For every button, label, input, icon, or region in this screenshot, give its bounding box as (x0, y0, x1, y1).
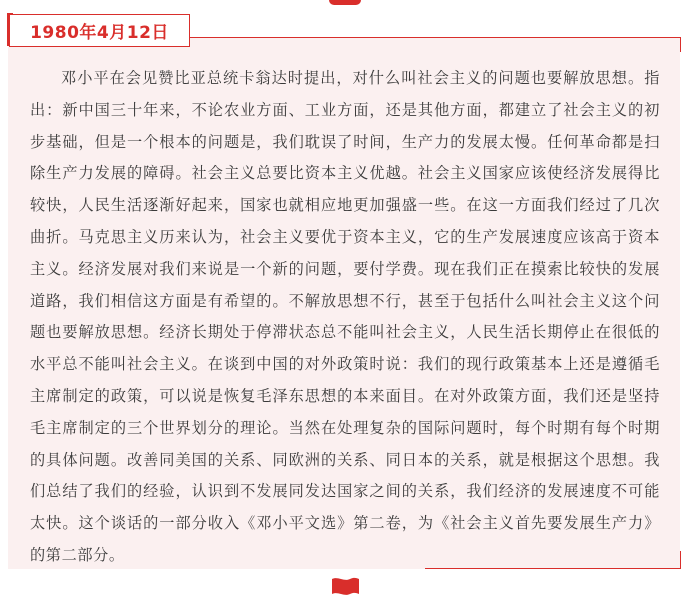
card-bottom-right-border (680, 551, 681, 569)
article-body: 邓小平在会见赞比亚总统卡翁达时提出，对什么叫社会主义的问题也要解放思想。指出：新中国三十年来，不论农业方面、工业方面，还是其他方面，都建立了社会主义的初步基础，但是一个根本的问题是，我们耽误了时间，生产力的发展太慢。任何革命都是扫除生产力发展的障碍。社会主义总要比资本主义优越。社会主义国家应该使经济发展得比较快，人民生活逐渐好起来，国家也就相应地更加强盛一些。在这一方面我们经过了几次曲折。马克思主义历来认为，社会主义要优于资本主义，它的生产发展速度应该高于资本主义。经济发展对我们来说是一个新的问题，要付学费。现在我们正在摸索比较快的发展道路，我们相信这方面是有希望的。不解放思想不行，甚至于包括什么叫社会主义这个问题也要解放思想。经济长期处于停滞状态总不能叫社会主义，人民生活长期停止在很低的水平总不能叫社会主义。在谈到中国的对外政策时说：我们的现行政策基本上还是遵循毛主席制定的政策，可以说是恢复毛泽东思想的本来面目。在对外政策方面，我们还是坚持毛主席制定的三个世界划分的理论。当然在处理复杂的国际问题时，每个时期有每个时期的具体问题。改善同美国的关系、同欧洲的关系、同日本的关系，就是根据这个思想。我们总结了我们的经验，认识到不发展同发达国家之间的关系，我们经济的发展速度不可能太快。这个谈话的一部分收入《邓小平文选》第二卷，为《社会主义首先要发展生产力》的第二部分。 (30, 69, 660, 564)
flag-shape (332, 578, 359, 595)
flag-icon (330, 576, 361, 597)
date-label: 1980年4月12日 (30, 23, 169, 43)
card-top-border (190, 37, 681, 38)
card-right-border (680, 37, 681, 52)
top-ribbon-decoration (329, 0, 361, 5)
date-label-box (9, 14, 190, 47)
